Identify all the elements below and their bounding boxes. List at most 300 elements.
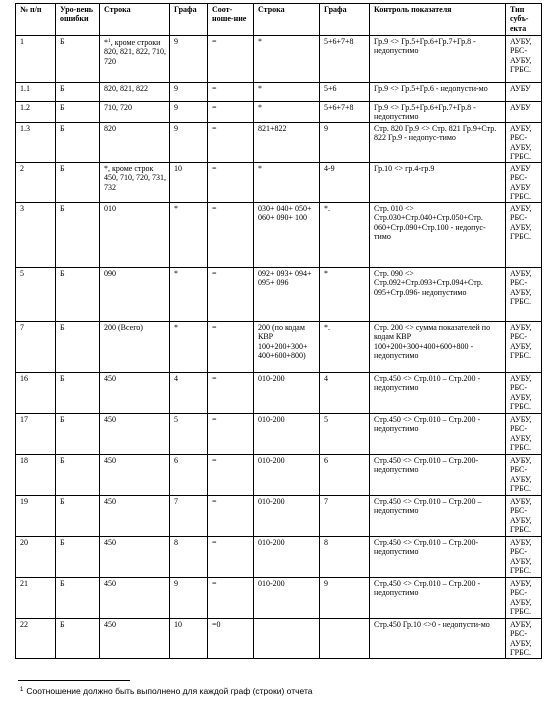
cell-level-text: Б [60,203,65,213]
cell-control [370,577,506,618]
cell-num-text: 1.3 [20,123,30,133]
cell-rel-text: = [212,84,217,93]
cell-control-text: Гр.9 <> Гр.5+Гр.6+Гр.7+Гр.8 - недопустимо [374,103,476,122]
table-row [16,321,542,372]
cell-rel-text: = [212,496,217,506]
cell-col1-text: 8 [174,537,178,547]
cell-rel-text: = [212,163,217,173]
cell-row2-text: 010-200 [258,455,285,465]
cell-control [370,122,506,162]
cell-rel-text: = [212,103,217,112]
header-control: Контроль показателя [370,4,506,36]
cell-control-text: Стр.450 <> Стр.010 – Стр.200-недопустимо [374,537,479,557]
cell-subject-text: АУБУ, РБС-АУБУ, ГРБС. [510,123,532,162]
cell-level-text: Б [60,84,65,93]
header-relation: Соот-ноше-ние [208,4,254,36]
header-subject-type: Тип субъ-екта [506,4,542,36]
cell-control [370,618,506,658]
cell-subject-text: АУБУ РБС-АУБУ ГРБС. [510,163,531,202]
cell-control [370,536,506,577]
cell-col1-text: 5 [174,414,178,424]
cell-subject-text: АУБУ [510,103,531,112]
cell-control-text: Стр.450 <> Стр.010 – Стр.200 - недопустимо [374,373,481,393]
cell-rel [208,162,254,202]
cell-level-text: Б [60,123,65,133]
cell-col1 [170,102,208,123]
cell-control [370,267,506,321]
cell-num [16,102,56,123]
cell-row1 [100,202,170,267]
cell-col1 [170,267,208,321]
cell-num [16,536,56,577]
cell-level [56,36,100,83]
cell-row2 [254,577,320,618]
cell-row1 [100,102,170,123]
cell-subject-text: АУБУ, РБС-АУБУ, ГРБС. [510,537,532,576]
cell-row2 [254,495,320,536]
cell-rel-text: = [212,37,217,46]
cell-row1 [100,162,170,202]
table-body [16,36,542,659]
cell-row1 [100,454,170,495]
cell-row1-text: 450 [104,414,116,424]
cell-control [370,321,506,372]
cell-col1 [170,83,208,102]
cell-row1 [100,321,170,372]
cell-control-text: Стр. 200 <> сумма показателей по кодам КВР 100+200+300+400+600+800 - недопустимо [374,322,491,361]
cell-col1 [170,413,208,454]
cell-level-text: Б [60,163,65,173]
cell-subject-text: АУБУ, РБС-АУБУ, ГРБС. [510,203,532,242]
cell-col2 [320,454,370,495]
cell-row2 [254,83,320,102]
cell-num-text: 1.2 [20,103,30,112]
cell-subject [506,122,542,162]
cell-col2 [320,321,370,372]
cell-level [56,413,100,454]
footnote [20,686,313,696]
cell-subject [506,577,542,618]
cell-num [16,83,56,102]
cell-level [56,618,100,658]
cell-row1-text: 450 [104,537,116,547]
cell-col2-text: 8 [324,537,328,547]
cell-control-text: Гр.9 <> Гр.5+Гр.6+Гр.7+Гр.8 - недопустимо [374,37,476,56]
cell-level-text: Б [60,322,65,332]
cell-control [370,495,506,536]
cell-subject [506,413,542,454]
cell-row2 [254,267,320,321]
cell-col1 [170,577,208,618]
cell-row1-text: 450 [104,619,116,629]
cell-num-text: 1 [20,37,24,46]
cell-num [16,321,56,372]
cell-col2-text: 6 [324,455,328,465]
cell-rel [208,83,254,102]
cell-num [16,495,56,536]
cell-col2 [320,495,370,536]
cell-row2 [254,372,320,413]
cell-col1-text: 9 [174,123,178,133]
cell-level [56,202,100,267]
cell-control [370,454,506,495]
cell-num-text: 2 [20,163,24,173]
cell-control-text: Гр.9 <> Гр.5+Гр.6 - недопусти-мо [374,84,488,93]
cell-col1-text: * [174,322,178,332]
cell-level-text: Б [60,37,65,46]
cell-num [16,202,56,267]
cell-subject-text: АУБУ [510,84,531,93]
cell-subject [506,618,542,658]
cell-row1 [100,413,170,454]
cell-rel-text: = [212,578,217,588]
cell-level [56,536,100,577]
cell-col2 [320,372,370,413]
cell-subject [506,267,542,321]
cell-col2-text: 5+6+7+8 [324,37,354,46]
cell-num-text: 16 [20,373,28,383]
cell-rel [208,372,254,413]
cell-num-text: 19 [20,496,28,506]
cell-row2 [254,413,320,454]
table-row [16,454,542,495]
cell-subject-text: АУБУ, РБС-АУБУ, ГРБС. [510,37,532,75]
cell-num-text: 7 [20,322,24,332]
cell-col2 [320,102,370,123]
cell-subject [506,536,542,577]
cell-control-text: Стр.450 Гр.10 <>0 - недопусти-мо [374,619,490,629]
cell-col2-text: * [324,268,328,278]
footnote-reference: 1 [108,38,111,44]
cell-col2 [320,122,370,162]
cell-level [56,495,100,536]
cell-control-text: Стр.450 <> Стр.010 – Стр.200 - недопустимо [374,578,481,598]
cell-col2 [320,413,370,454]
cell-subject-text: АУБУ, РБС-АУБУ, ГРБС. [510,268,532,307]
cell-col2 [320,618,370,658]
cell-col1 [170,162,208,202]
cell-col2 [320,162,370,202]
footnote-text: Соотношение должно быть выполнено для каждой граф (строки) отчета [26,686,313,696]
cell-subject [506,36,542,83]
cell-num [16,267,56,321]
cell-row1 [100,122,170,162]
cell-level-text: Б [60,619,65,629]
cell-rel-text: = [212,414,217,424]
cell-col1-text: 9 [174,84,178,93]
header-column-2: Графа [320,4,370,36]
cell-rel-text: = [212,123,217,133]
cell-num [16,36,56,83]
cell-col2 [320,202,370,267]
cell-rel [208,618,254,658]
cell-col1-text: 7 [174,496,178,506]
cell-row2-text: 010-200 [258,373,285,383]
cell-col2-text: *. [324,203,330,213]
cell-row2-text: 010-200 [258,496,285,506]
cell-level [56,83,100,102]
cell-num-text: 20 [20,537,28,547]
cell-control [370,162,506,202]
cell-col2-text: 5+6 [324,84,337,93]
cell-control [370,102,506,123]
cell-row2-text: * [258,37,262,46]
cell-col2-text: 9 [324,578,328,588]
table-row [16,536,542,577]
cell-subject-text: АУБУ, РБС-АУБУ, ГРБС. [510,496,532,535]
cell-row1-text: 450 [104,578,116,588]
cell-row1 [100,495,170,536]
cell-col2 [320,577,370,618]
cell-col1-text: 9 [174,578,178,588]
cell-row1 [100,577,170,618]
cell-subject-text: АУБУ, РБС-АУБУ, ГРБС. [510,455,532,494]
cell-row2 [254,162,320,202]
cell-subject [506,454,542,495]
cell-row2-text: * [258,103,262,112]
cell-num [16,122,56,162]
cell-rel-text: =0 [212,619,221,629]
cell-col2 [320,36,370,83]
cell-rel [208,36,254,83]
header-column: Графа [170,4,208,36]
cell-level-text: Б [60,103,65,112]
cell-col1 [170,202,208,267]
cell-rel [208,202,254,267]
cell-level [56,372,100,413]
header-error-level: Уро-вень ошибки [56,4,100,36]
cell-row2-text: 030+ 040+ 050+ 060+ 090+ 100 [258,203,312,223]
cell-col1-text: 10 [174,163,182,173]
cell-subject [506,372,542,413]
cell-level-text: Б [60,496,65,506]
cell-subject-text: АУБУ, РБС-АУБУ, ГРБС. [510,322,532,361]
cell-num-text: 3 [20,203,24,213]
cell-col1 [170,618,208,658]
cell-col1 [170,495,208,536]
control-table [15,3,542,659]
cell-row1-text: 450 [104,373,116,383]
cell-row1 [100,618,170,658]
cell-subject [506,321,542,372]
cell-col1 [170,454,208,495]
cell-num-text: 17 [20,414,28,424]
cell-col2 [320,536,370,577]
cell-num [16,162,56,202]
table-row [16,202,542,267]
cell-control [370,202,506,267]
cell-subject-text: АУБУ, РБС-АУБУ, ГРБС. [510,578,532,617]
cell-row1-text: 710, 720 [104,103,132,112]
cell-control [370,83,506,102]
cell-subject [506,102,542,123]
cell-subject [506,202,542,267]
cell-num-text: 18 [20,455,28,465]
cell-col2 [320,83,370,102]
cell-level-text: Б [60,537,65,547]
cell-control-text: Стр. 820 Гр.9 <> Стр. 821 Гр.9+Стр. 822 Гр.9 - недопус-тимо [374,123,497,143]
cell-row1-text: *, кроме строк 450, 710, 720, 731, 732 [104,163,166,192]
header-num: № п/п [16,4,56,36]
cell-col1 [170,372,208,413]
header-row-2: Строка [254,4,320,36]
cell-col1-text: * [174,203,178,213]
table-row [16,162,542,202]
cell-level [56,577,100,618]
cell-row2-text: * [258,84,262,93]
cell-num [16,577,56,618]
table-row [16,83,542,102]
cell-col2-text: 5 [324,414,328,424]
table-row [16,495,542,536]
table-row [16,102,542,123]
cell-level-text: Б [60,414,65,424]
cell-num [16,413,56,454]
table-row [16,413,542,454]
cell-row1-text: 820 [104,123,116,133]
cell-row2 [254,122,320,162]
cell-col1-text: 6 [174,455,178,465]
table-row [16,372,542,413]
cell-control-text: Стр. 090 <> Стр.092+Стр.093+Стр.094+Стр. 095+Стр.096- недопустимо [374,268,483,297]
cell-rel [208,536,254,577]
cell-col2-text: 9 [324,123,328,133]
cell-rel-text: = [212,268,217,278]
cell-col1-text: 10 [174,619,182,629]
cell-subject [506,83,542,102]
cell-row1-text: 450 [104,455,116,465]
cell-col2-text: 7 [324,496,328,506]
cell-row2-text: 010-200 [258,537,285,547]
cell-row2 [254,202,320,267]
cell-row2-text: 092+ 093+ 094+ 095+ 096 [258,268,312,288]
cell-control [370,372,506,413]
table-row [16,577,542,618]
cell-col1 [170,536,208,577]
cell-row1-text: 200 (Всего) [104,322,143,332]
cell-control-text: Стр.450 <> Стр.010 – Стр.200 - недопустимо [374,414,481,434]
cell-level-text: Б [60,578,65,588]
cell-num-text: 5 [20,268,24,278]
cell-rel [208,122,254,162]
table-row [16,36,542,83]
cell-col2 [320,267,370,321]
cell-col1-text: 9 [174,103,178,112]
cell-subject [506,495,542,536]
cell-row2-text: 010-200 [258,578,285,588]
cell-subject-text: АУБУ, РБС-АУБУ, ГРБС. [510,414,532,453]
cell-col1-text: * [174,268,178,278]
cell-row1-text: 010 [104,203,116,213]
cell-col1 [170,321,208,372]
cell-row2-text: 010-200 [258,414,285,424]
cell-num [16,454,56,495]
cell-row1-text: 820, 821, 822 [104,84,148,93]
cell-rel-text: = [212,373,217,383]
cell-control [370,413,506,454]
cell-rel [208,454,254,495]
cell-level [56,321,100,372]
cell-row2 [254,454,320,495]
cell-control [370,36,506,83]
cell-row1 [100,36,170,83]
cell-num-text: 22 [20,619,28,629]
cell-subject-text: АУБУ, РБС-АУБУ, ГРБС. [510,373,532,412]
cell-rel [208,267,254,321]
cell-col1-text: 4 [174,373,178,383]
cell-col2-text: *. [324,322,330,332]
cell-control-text: Стр.450 <> Стр.010 – Стр.200 – недопустимо [374,496,482,516]
cell-rel [208,102,254,123]
cell-num [16,618,56,658]
cell-row2-text: 200 (по кодам КВР 100+200+300+ 400+600+800) [258,322,308,361]
cell-row2-text: 821+822 [258,123,287,133]
cell-rel [208,413,254,454]
cell-row1 [100,83,170,102]
cell-row2 [254,36,320,83]
table-row [16,618,542,658]
table-row [16,267,542,321]
cell-row2 [254,618,320,658]
cell-num [16,372,56,413]
cell-rel-text: = [212,537,217,547]
cell-level [56,454,100,495]
cell-control-text: Стр. 010 <> Стр.030+Стр.040+Стр.050+Стр. 060+Стр.090+Стр.100 - недопус-тимо [374,203,486,242]
cell-row1-text: *$^1$, кроме строки 820, 821, 822, 710, 720 [104,38,166,66]
cell-row2 [254,102,320,123]
cell-level-text: Б [60,455,65,465]
cell-row1-text: 450 [104,496,116,506]
footnote-divider [18,680,130,681]
header-row: Строка [100,4,170,36]
cell-rel-text: = [212,322,217,332]
cell-level [56,267,100,321]
cell-row1 [100,267,170,321]
cell-col2-text: 4-9 [324,163,335,173]
cell-row2-text: * [258,163,262,173]
cell-rel-text: = [212,455,217,465]
cell-subject-text: АУБУ, РБС-АУБУ, ГРБС. [510,619,532,658]
cell-rel [208,577,254,618]
cell-col1-text: 9 [174,37,178,46]
cell-col1 [170,36,208,83]
cell-level-text: Б [60,268,65,278]
footnote-marker: 1 [20,687,24,693]
cell-rel [208,321,254,372]
cell-col2-text: 4 [324,373,328,383]
cell-control-text: Стр.450 <> Стр.010 – Стр.200-недопустимо [374,455,479,475]
cell-level-text: Б [60,373,65,383]
cell-row1 [100,372,170,413]
cell-col1 [170,122,208,162]
cell-level [56,162,100,202]
cell-rel [208,495,254,536]
cell-row2 [254,321,320,372]
table-row [16,122,542,162]
cell-row1-text: 090 [104,268,116,278]
cell-rel-text: = [212,203,217,213]
cell-subject [506,162,542,202]
table-header-row [16,4,542,36]
cell-num-text: 21 [20,578,28,588]
cell-level [56,122,100,162]
cell-num-text: 1.1 [20,84,30,93]
cell-row1 [100,536,170,577]
cell-level [56,102,100,123]
cell-control-text: Гр.10 <> гр.4-гр.9 [374,163,435,173]
cell-row2 [254,536,320,577]
cell-col2-text: 5+6+7+8 [324,103,354,112]
